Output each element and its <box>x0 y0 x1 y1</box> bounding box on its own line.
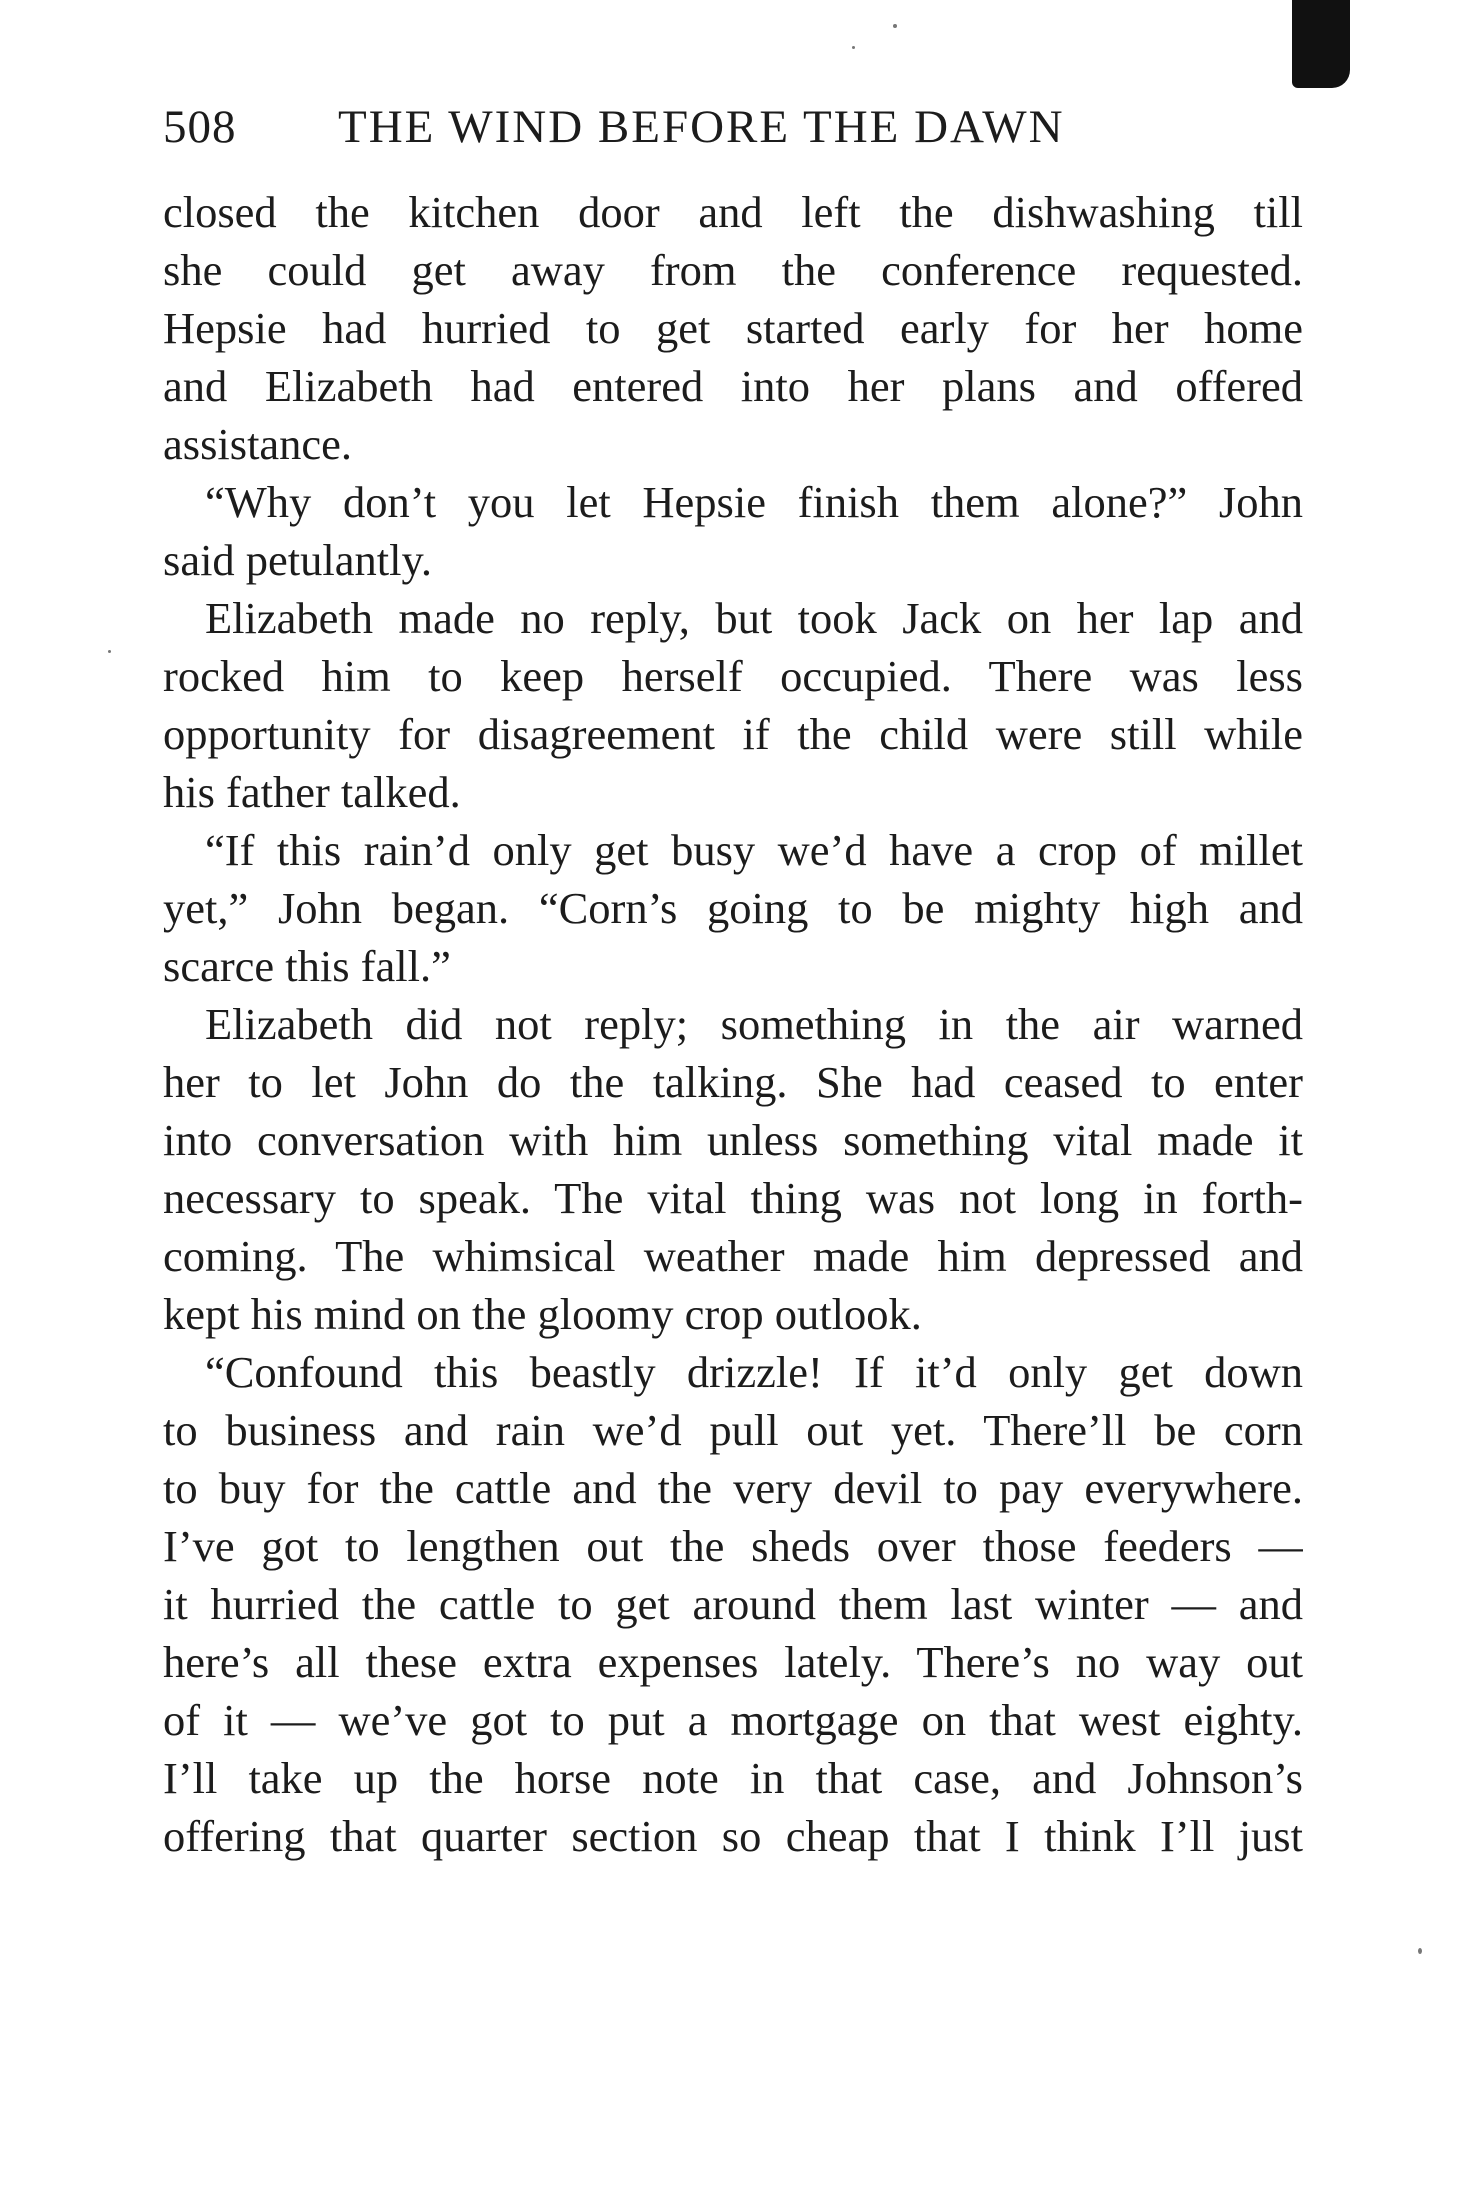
running-title: THE WIND BEFORE THE DAWN <box>338 101 1065 153</box>
text-line: rocked him to keep herself occupied. There was less <box>163 651 1303 701</box>
speck <box>893 24 897 28</box>
text-line: she could get away from the conference requested. <box>163 245 1303 295</box>
text-line: Elizabeth did not reply; something in the air warned <box>205 999 1303 1049</box>
text-line: and Elizabeth had entered into her plans and offered <box>163 361 1303 411</box>
text-line: assistance. <box>163 419 353 469</box>
text-line: of it — we’ve got to put a mortgage on that west eighty. <box>163 1695 1303 1745</box>
text-line: “If this rain’d only get busy we’d have a crop of millet <box>205 825 1303 875</box>
page-header <box>163 100 1303 160</box>
text-line: yet,” John began. “Corn’s going to be mighty high and <box>163 883 1303 933</box>
text-line: offering that quarter section so cheap that I think I’ll just <box>163 1811 1303 1861</box>
text-line: kept his mind on the gloomy crop outlook. <box>163 1289 922 1339</box>
speck <box>1418 1948 1422 1954</box>
text-line: Elizabeth made no reply, but took Jack on her lap and <box>205 593 1303 643</box>
text-line: Hepsie had hurried to get started early for her home <box>163 303 1303 353</box>
text-line: coming. The whimsical weather made him depressed and <box>163 1231 1303 1281</box>
text-line: opportunity for disagreement if the child were still while <box>163 709 1303 759</box>
text-line: I’ll take up the horse note in that case, and Johnson’s <box>163 1753 1303 1803</box>
text-line: to business and rain we’d pull out yet. There’ll be corn <box>163 1405 1303 1455</box>
text-line: “Why don’t you let Hepsie finish them alone?” John <box>205 477 1303 527</box>
speck <box>108 650 111 653</box>
page-number: 508 <box>163 101 237 153</box>
text-line: into conversation with him unless something vital made it <box>163 1115 1303 1165</box>
text-line: her to let John do the talking. She had ceased to enter <box>163 1057 1303 1107</box>
text-line: closed the kitchen door and left the dishwashing till <box>163 187 1303 237</box>
ink-blot <box>1292 0 1350 88</box>
text-line: here’s all these extra expenses lately. There’s no way out <box>163 1637 1303 1687</box>
speck <box>852 46 855 49</box>
text-line: to buy for the cattle and the very devil to pay everywhere. <box>163 1463 1303 1513</box>
text-line: necessary to speak. The vital thing was not long in forth- <box>163 1173 1303 1223</box>
text-line: his father talked. <box>163 767 461 817</box>
text-line: scarce this fall.” <box>163 941 451 991</box>
text-line: “Confound this beastly drizzle! If it’d only get down <box>205 1347 1303 1397</box>
text-line: said petulantly. <box>163 535 432 585</box>
body-text <box>163 183 1303 1865</box>
text-line: it hurried the cattle to get around them last winter — and <box>163 1579 1303 1629</box>
text-line: I’ve got to lengthen out the sheds over those feeders — <box>163 1521 1303 1571</box>
